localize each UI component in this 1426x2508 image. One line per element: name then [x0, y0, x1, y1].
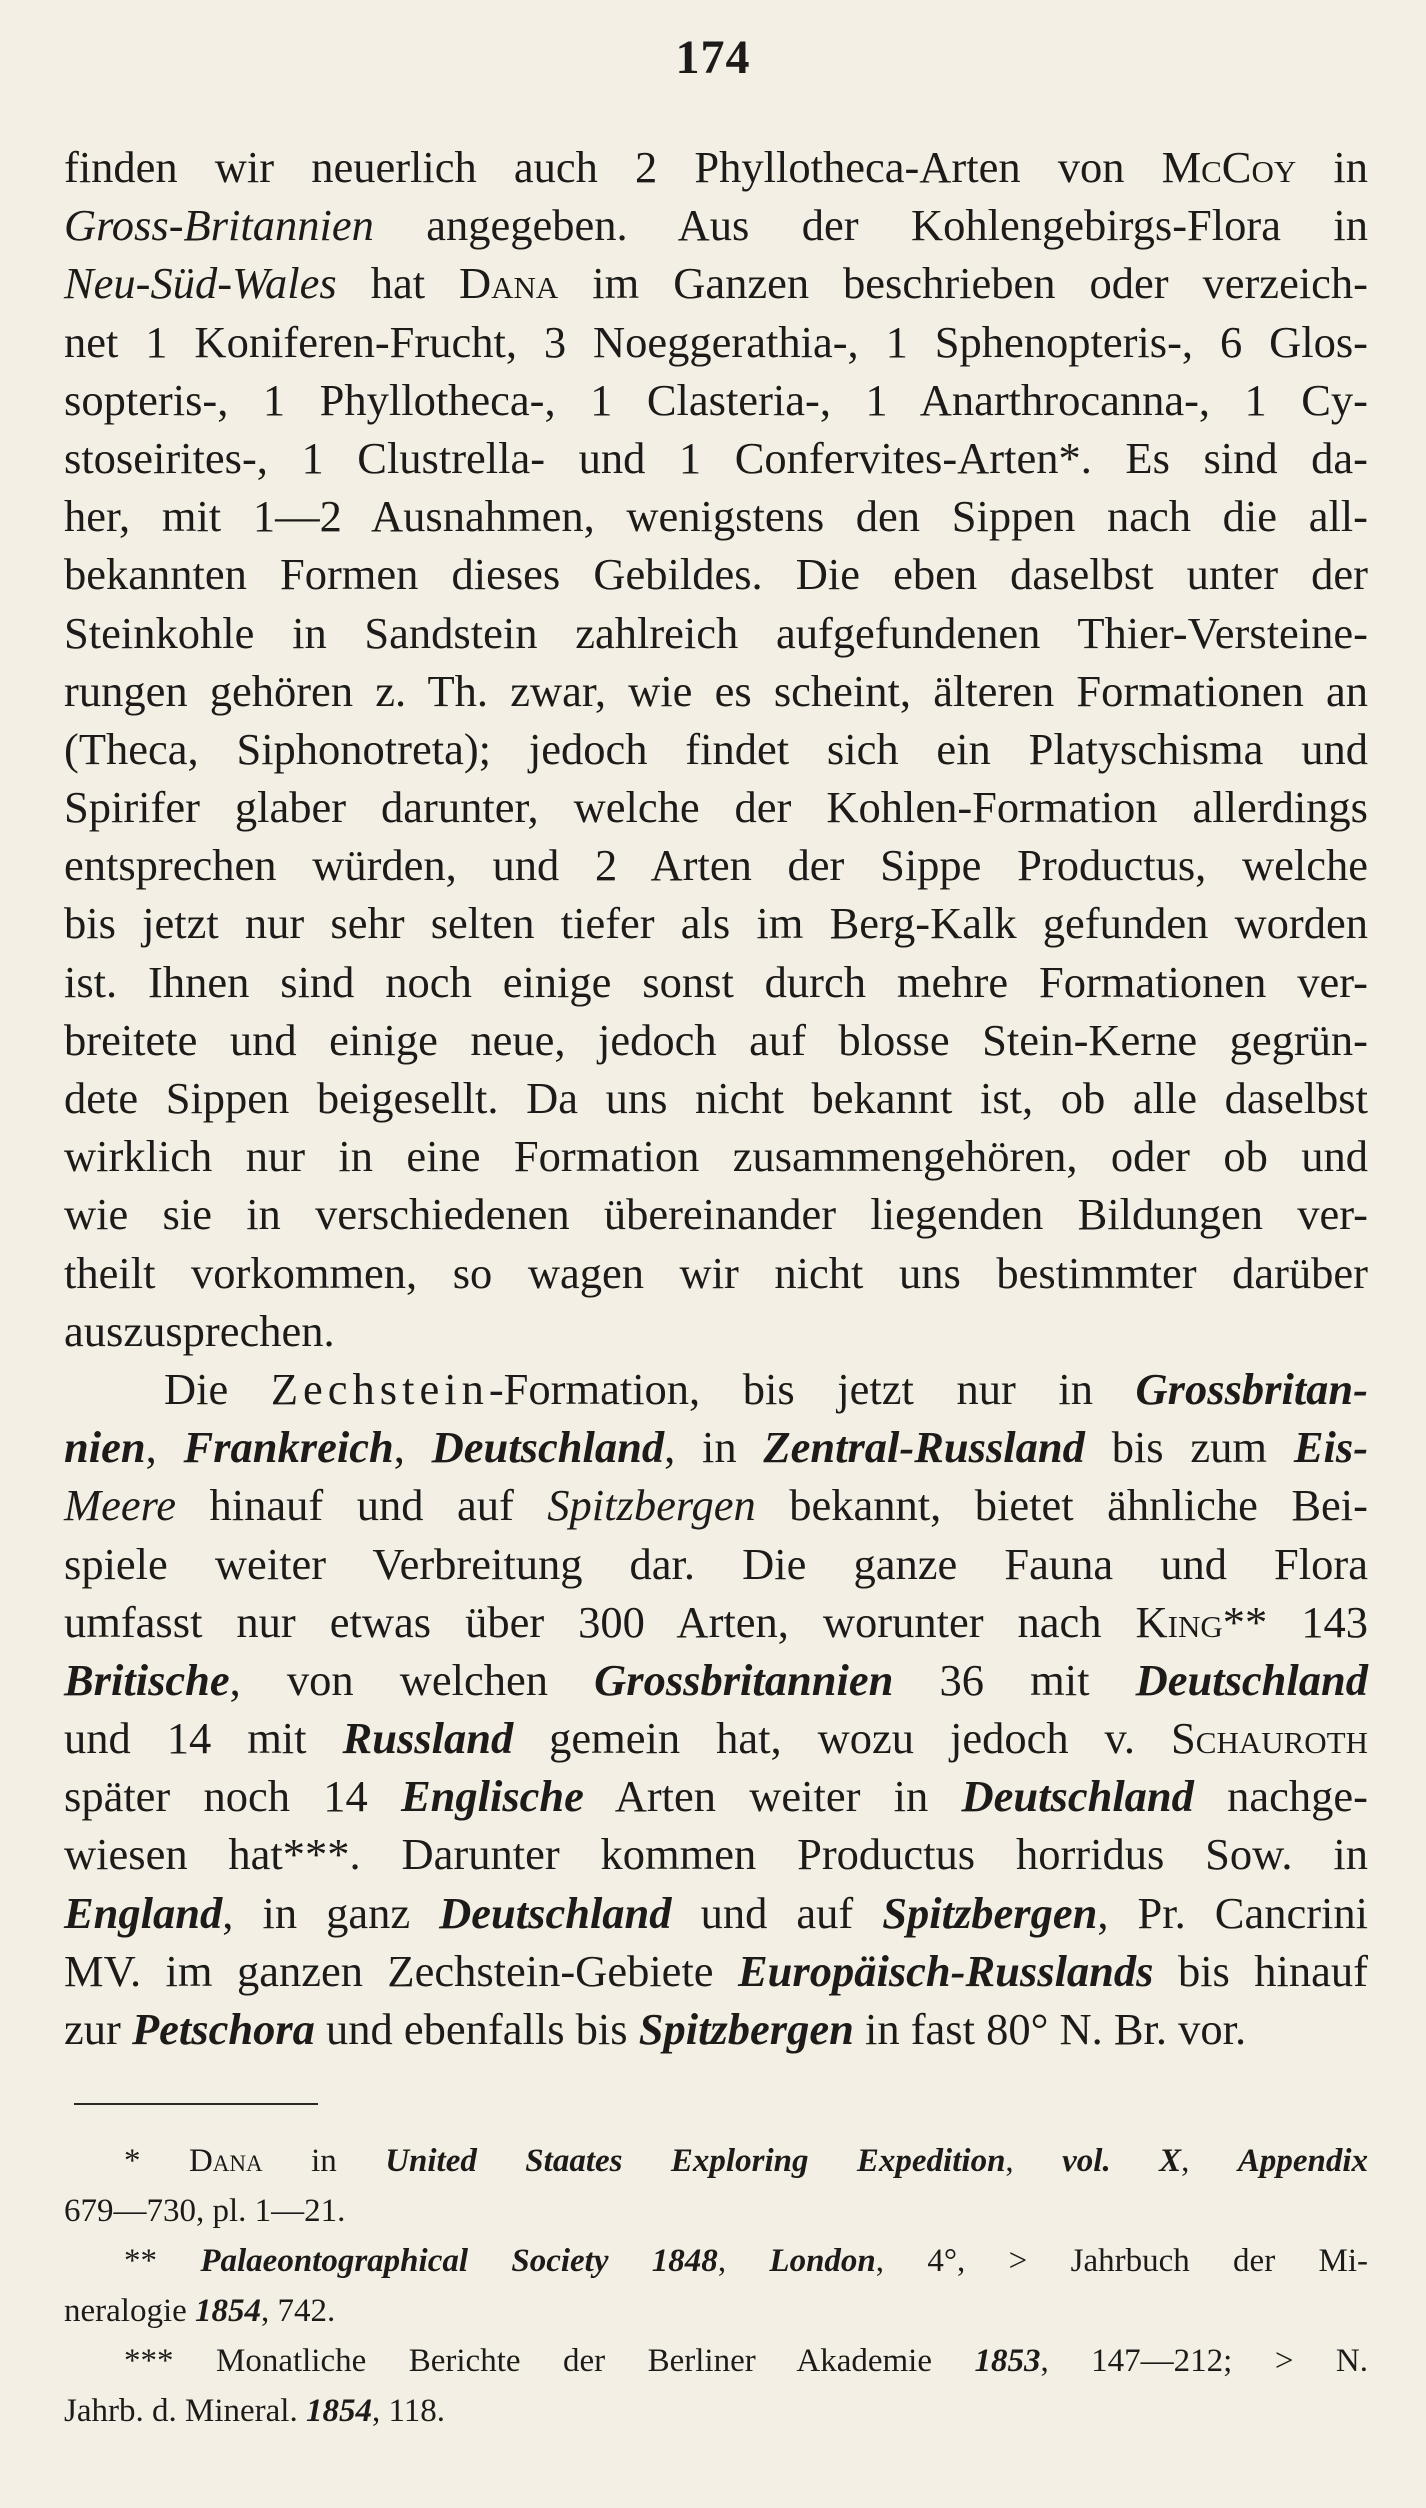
- footnote-line: 679—730, pl. 1—21.: [64, 2193, 346, 2229]
- text-line: umfasst nur etwas über 300 Arten, worunter nach King** 143: [64, 1596, 1368, 1647]
- text-line: Meere hinauf und auf Spitzbergen bekannt, bietet ähnliche Bei-: [64, 1480, 1368, 1531]
- text-line: und 14 mit Russland gemein hat, wozu jedoch v. Schauroth: [64, 1713, 1368, 1764]
- text-line: net 1 Koniferen-Frucht, 3 Noeggerathia-, 1 Sphenopteris-, 6 Glos-: [64, 316, 1368, 367]
- text-line: rungen gehören z. Th. zwar, wie es scheint, älteren Formationen an: [64, 665, 1368, 716]
- text-line: spiele weiter Verbreitung dar. Die ganze Fauna und Flora: [64, 1538, 1368, 1589]
- text-line: entsprechen würden, und 2 Arten der Sippe Productus, welche: [64, 840, 1368, 891]
- footnote-line: *** Monatliche Berichte der Berliner Akademie 1853, 147—212; > N.: [124, 2343, 1368, 2379]
- text-line: her, mit 1—2 Ausnahmen, wenigstens den Sippen nach die all-: [64, 491, 1368, 542]
- text-line: Gross-Britannien angegeben. Aus der Kohlengebirgs-Flora in: [64, 200, 1368, 251]
- text-line: dete Sippen beigesellt. Da uns nicht bekannt ist, ob alle daselbst: [64, 1073, 1368, 1123]
- text-line: England, in ganz Deutschland und auf Spitzbergen, Pr. Cancrini: [64, 1887, 1368, 1938]
- text-line: zur Petschora und ebenfalls bis Spitzbergen in fast 80° N. Br. vor.: [64, 2004, 1247, 2054]
- text-line: stoseirites-, 1 Clustrella- und 1 Confervites-Arten*. Es sind da-: [64, 432, 1368, 483]
- text-line: Steinkohle in Sandstein zahlreich aufgefundenen Thier-Versteine-: [64, 607, 1368, 658]
- footnote-line: * Dana in United Staates Exploring Expedition, vol. X, Appendix: [124, 2143, 1369, 2179]
- text-line: sopteris-, 1 Phyllotheca-, 1 Clasteria-, 1 Anarthrocanna-, 1 Cy-: [64, 374, 1368, 425]
- text-line: wiesen hat***. Darunter kommen Productus horridus Sow. in: [64, 1829, 1368, 1880]
- text-line: Britische, von welchen Grossbritannien 36 mit Deutschland: [64, 1654, 1368, 1705]
- body-text: [64, 138, 1368, 2058]
- text-line: finden wir neuerlich auch 2 Phyllotheca-Arten von McCoy in: [64, 142, 1368, 192]
- footnote-line: ** Palaeontographical Society 1848, London, 4°, > Jahrbuch der Mi-: [124, 2243, 1369, 2279]
- footnote-line: neralogie 1854, 742.: [64, 2293, 336, 2329]
- text-line: wie sie in verschiedenen übereinander liegenden Bildungen ver-: [64, 1189, 1368, 1240]
- text-line: Die Zechstein-Formation, bis jetzt nur in Grossbritan-: [164, 1363, 1368, 1414]
- text-line: nien, Frankreich, Deutschland, in Zentral-Russland bis zum Eis-: [64, 1422, 1369, 1473]
- footnotes: [64, 2136, 1368, 2436]
- text-line: breitete und einige neue, jedoch auf blosse Stein-Kerne gegrün-: [64, 1014, 1368, 1065]
- text-line: später noch 14 Englische Arten weiter in Deutschland nachge-: [64, 1771, 1368, 1822]
- footnote-line: Jahrb. d. Mineral. 1854, 118.: [64, 2393, 445, 2429]
- text-line: theilt vorkommen, so wagen wir nicht uns bestimmter darüber: [64, 1247, 1368, 1298]
- text-line: wirklich nur in eine Formation zusammengehören, oder ob und: [64, 1131, 1368, 1182]
- text-line: (Theca, Siphonotreta); jedoch findet sich ein Platyschisma und: [64, 723, 1368, 774]
- text-line: Neu-Süd-Wales hat Dana im Ganzen beschrieben oder verzeich-: [64, 258, 1368, 309]
- page-number: 174: [675, 31, 751, 84]
- text-line: Spirifer glaber darunter, welche der Kohlen-Formation allerdings: [64, 782, 1368, 833]
- text-line: auszusprechen.: [64, 1305, 335, 1356]
- footnote-rule: [74, 2103, 318, 2105]
- text-line: bis jetzt nur sehr selten tiefer als im Berg-Kalk gefunden worden: [64, 898, 1368, 949]
- text-line: ist. Ihnen sind noch einige sonst durch mehre Formationen ver-: [64, 956, 1368, 1007]
- text-line: bekannten Formen dieses Gebildes. Die eben daselbst unter der: [64, 549, 1368, 600]
- text-line: MV. im ganzen Zechstein-Gebiete Europäisch-Russlands bis hinauf: [64, 1945, 1368, 1996]
